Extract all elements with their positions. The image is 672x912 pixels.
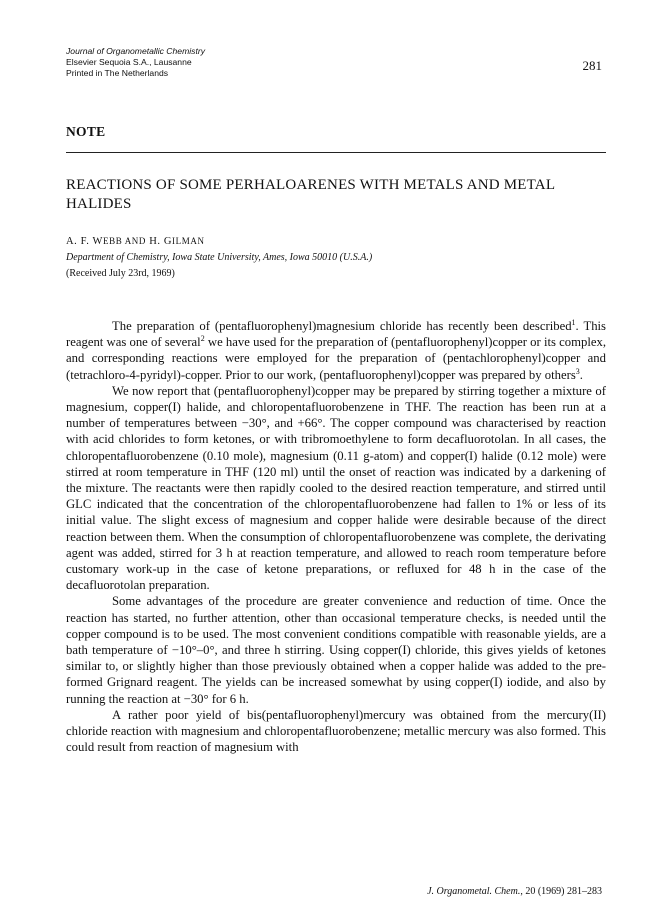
received-date: (Received July 23rd, 1969) xyxy=(66,268,175,279)
author-1-surname: EBB xyxy=(103,236,125,246)
page-number: 281 xyxy=(582,58,602,73)
printed-in: Printed in The Netherlands xyxy=(66,68,169,78)
footer-journal: J. Organometal. Chem. xyxy=(427,886,521,897)
paragraph-4: A rather poor yield of bis(pentafluorophenyl)mercury was obtained from the mercury(II) chloride reaction with magnesium and chloropentafluorobenzene; metallic mercury was also formed. This could result from reaction of magnesium with xyxy=(66,707,606,755)
paragraph-3: Some advantages of the procedure are greater convenience and reduction of time. Once the reaction has started, no further attention, other than occasional temperature checks, is needed until the copper compound is to be used. The most convenient conditions compatible with reasonable yields, are a bath temperature of −10°–0°, and three h stirring. Using copper(I) chloride, this gives yields of ketones similar to, or slightly higher than those previously obtained when a copper halide was added to the pre-formed Grignard reagent. The yields can be increased somewhat by using copper(I) iodide, and also by running the reaction at −30° for 6 h. xyxy=(66,594,606,706)
header-divider xyxy=(66,152,606,153)
affiliation: Department of Chemistry, Iowa State University, Ames, Iowa 50010 (U.S.A.) xyxy=(66,252,373,263)
paragraph-1 xyxy=(66,318,606,383)
section-label: NOTE xyxy=(66,124,106,139)
reference-2: 2 xyxy=(200,333,205,343)
authors-conjunction: AND xyxy=(124,236,146,246)
article-title: REACTIONS OF SOME PERHALOARENES WITH METALS AND METAL HALIDES xyxy=(66,177,555,212)
article-body xyxy=(66,318,606,755)
paragraph-1-text-d: . xyxy=(579,367,583,382)
author-2-initial: H. G xyxy=(146,236,173,247)
paragraph-1-text-b: . This reagent was one of several xyxy=(66,319,606,350)
authors xyxy=(66,236,205,247)
journal-name: Journal of Organometallic Chemistry xyxy=(66,46,205,56)
paragraph-1-text-a: The preparation of (pentafluorophenyl)magnesium chloride has recently been described xyxy=(112,319,572,333)
footer-volume-pages: , 20 (1969) 281–283 xyxy=(520,886,602,897)
reference-3: 3 xyxy=(575,366,580,376)
journal-info xyxy=(66,46,205,79)
publisher: Elsevier Sequoia S.A., Lausanne xyxy=(66,57,192,67)
author-1-initial: A. F. W xyxy=(66,236,104,247)
reference-1: 1 xyxy=(571,317,576,327)
paragraph-2: We now report that (pentafluorophenyl)copper may be prepared by stirring together a mixture of magnesium, copper(I) halide, and chloropentafluorobenzene in THF. The reaction has been run at a number of temperatures between −30°, and +66°. The copper compound was characterised by reaction with acid chlorides to form ketones, or with tribromoethylene to form decafluorotolan. In all cases, the chloropentafluorobenzene (0.10 mole), magnesium (0.11 g-atom) and copper(I) halide (0.12 mole) were stirred at room temperature in THF (120 ml) until the onset of reaction was indicated by a darkening of the mixture. The reactants were then rapidly cooled to the desired reaction temperature, and stirred until GLC indicated that the concentration of the chloropentafluorobenzene had fallen to 1% or less of its initial value. The slight excess of magnesium and copper halide were desirable because of the direct reaction between them. When the consumption of chloropentafluorobenzene was complete, the derivating agent was added, stirred for 3 h at reaction temperature, and allowed to reach room temperature before customary work-up in the case of ketone preparations, or refluxed for 48 h in the case of the decafluorotolan preparation. xyxy=(66,383,606,593)
paragraph-1-text-c: we have used for the preparation of (pentafluorophenyl)copper or its complex, and corresponding reactions were employed for the preparation of (pentachlorophenyl)copper and (tetrachloro-4-pyridyl)-copper. Prior to our work, (pentafluorophenyl)copper was prepared by others xyxy=(66,335,606,382)
footer-citation xyxy=(427,886,602,897)
author-2-surname: ILMAN xyxy=(172,236,205,246)
